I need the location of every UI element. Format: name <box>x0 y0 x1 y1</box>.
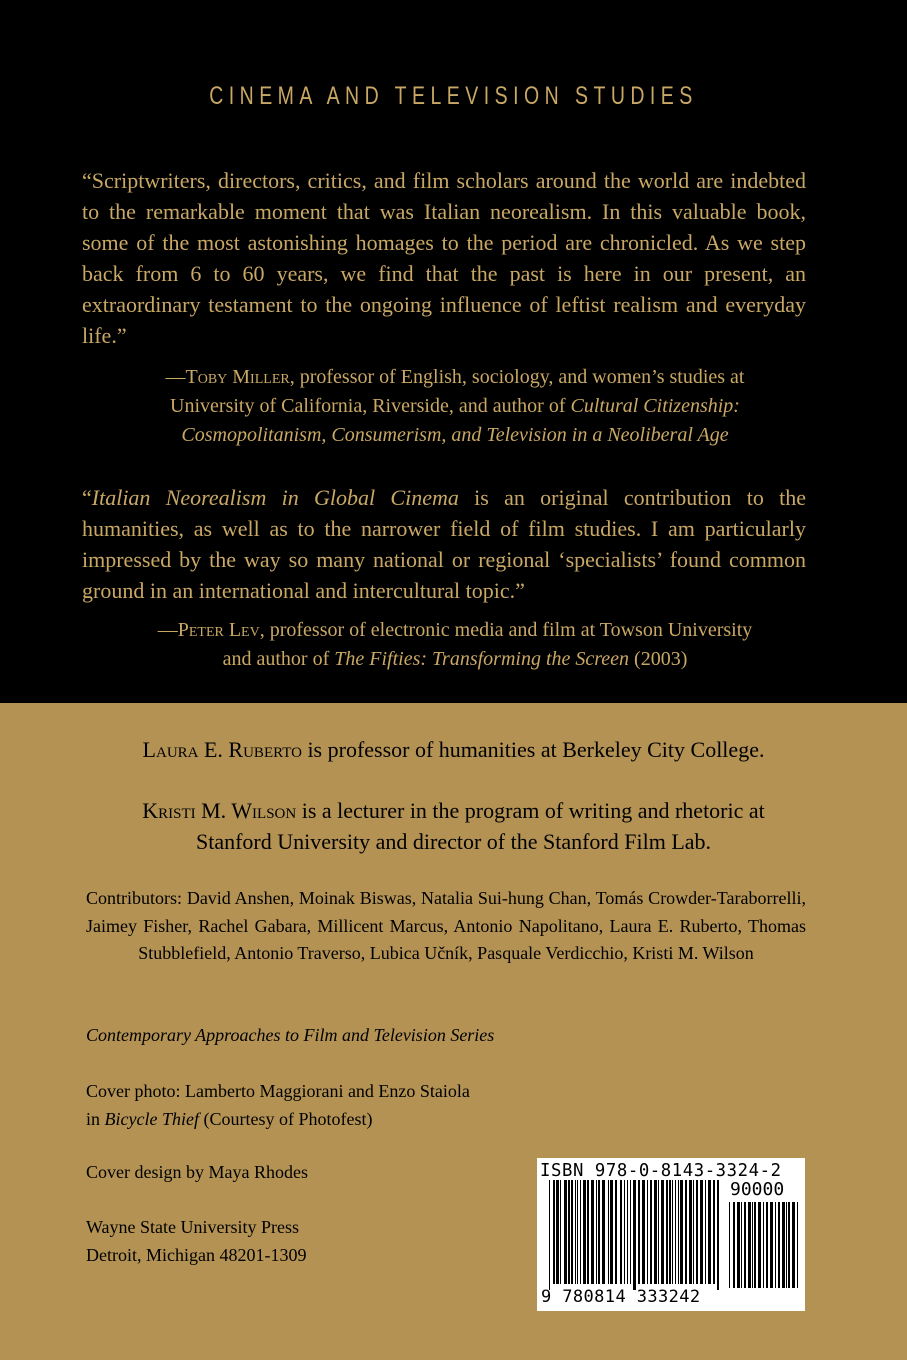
barcode-bar <box>737 1202 740 1288</box>
barcode-bar <box>620 1180 622 1284</box>
barcode-bar <box>564 1180 567 1284</box>
publisher-address: Detroit, Michigan 48201-1309 <box>86 1244 307 1265</box>
barcode-bar <box>661 1180 664 1284</box>
barcode-bar <box>577 1180 578 1284</box>
barcode-bar <box>580 1180 581 1284</box>
price-addon: 90000 <box>730 1179 785 1200</box>
barcode-bar <box>754 1202 756 1288</box>
barcode-bar <box>678 1180 679 1284</box>
blurb-quote-2: “Italian Neorealism in Global Cinema is an original contribution to the humanities, as well as to the narrower field of film studies. I am particularly impressed by the way so many national or regional ‘specialists’ found common ground in an international and intercultural topic.” <box>82 485 806 603</box>
isbn-barcode <box>537 1158 805 1311</box>
barcode-bar <box>638 1180 640 1284</box>
barcode-bar <box>763 1202 764 1288</box>
barcode-bar <box>693 1180 694 1284</box>
barcode-bar <box>741 1202 742 1288</box>
barcode-bar <box>627 1180 628 1284</box>
barcode-bar <box>733 1202 735 1288</box>
editor-bio-2: Kristi M. Wilson is a lecturer in the program of writing and rhetoric at Stanford University and director of the Stanford Film Lab. <box>142 798 765 854</box>
barcode-bar <box>583 1180 586 1284</box>
contributors-list: Contributors: David Anshen, Moinak Biswas, Natalia Sui-hung Chan, Tomás Crowder-Taraborrelli, Jaimey Fisher, Rachel Gabara, Millicent Marcus, Antonio Napolitano, Laura E. Ruberto, Thomas Stubblefield, Antonio Traverso, Lubica Učník, Pasquale Verdicchio, Kristi M. Wilson <box>86 888 806 963</box>
barcode-bar <box>766 1202 768 1288</box>
ean-number: 9 780814 333242 <box>541 1287 701 1307</box>
barcode-bar <box>675 1180 676 1284</box>
barcode-bar <box>630 1180 631 1284</box>
barcode-bar <box>650 1180 652 1284</box>
barcode-bar <box>591 1180 594 1284</box>
barcode-bar <box>568 1180 570 1284</box>
barcode-bar <box>775 1202 776 1288</box>
barcode-bar <box>797 1202 798 1288</box>
series-heading: CINEMA AND TELEVISION STUDIES <box>209 82 698 110</box>
blurb-quote-1: “Scriptwriters, directors, critics, and film scholars around the world are indebted to the remarkable moment that was Italian neorealism. In this valuable book, some of the most astonishing homages to the period are chronicled. As we step back from 6 to 60 years, we find that the past is here in our present, an extraordinary testament to the ongoing influence of leftist realism and everyday life.” <box>82 168 806 348</box>
barcode-bar <box>587 1180 589 1284</box>
barcode-bar <box>717 1180 719 1290</box>
barcode-bar <box>608 1180 609 1284</box>
barcode-bar <box>556 1180 559 1284</box>
barcode-bar <box>669 1180 671 1284</box>
barcode-bar <box>633 1180 636 1290</box>
barcode-bar <box>700 1180 703 1284</box>
barcode-bar <box>729 1202 730 1288</box>
editor-bio-1: Laura E. Ruberto is professor of humanities at Berkeley City College. <box>142 737 765 762</box>
book-title: Cultural Citizenship: <box>570 395 740 417</box>
barcode-bar <box>708 1180 711 1284</box>
barcode-bar <box>792 1202 795 1288</box>
barcode-bar <box>549 1180 550 1290</box>
editor-name: Kristi M. Wilson <box>142 798 297 823</box>
barcode-bar <box>553 1180 555 1284</box>
barcode-bar <box>624 1180 625 1284</box>
barcode-bar <box>571 1180 573 1284</box>
barcode-bar <box>575 1180 576 1284</box>
barcode-bar <box>642 1180 645 1284</box>
blurb-attribution-1: —Toby Miller, professor of English, sociology, and women’s studies at University of California, Riverside, and author of Cultural Citizenship: Cosmopolitanism, Consumerism, and Television in a Neoliberal Age <box>165 366 745 446</box>
reviewer-name: Toby Miller <box>185 366 290 388</box>
barcode-bar <box>788 1202 790 1288</box>
barcode-bar <box>615 1180 617 1284</box>
barcode-bar <box>672 1180 673 1284</box>
barcode-bar <box>560 1180 561 1284</box>
barcode-bar <box>782 1202 785 1288</box>
cover-photo-credit: Cover photo: Lamberto Maggiorani and Enzo Staiola in Bicycle Thief (Courtesy of Photofest) <box>86 1081 470 1129</box>
book-title-cont: Cosmopolitanism, Consumerism, and Television in a Neoliberal Age <box>181 424 729 446</box>
publisher-name: Wayne State University Press <box>86 1217 300 1237</box>
barcode-bar <box>778 1202 780 1288</box>
barcode-bar <box>610 1180 613 1284</box>
series-name: Contemporary Approaches to Film and Television Series <box>86 1025 495 1045</box>
barcode-bar <box>596 1180 597 1284</box>
barcode-bar <box>696 1180 698 1284</box>
barcode-bar <box>654 1180 657 1284</box>
barcode-bar <box>752 1202 753 1288</box>
barcode-bar <box>680 1180 683 1284</box>
barcode-bar <box>713 1180 715 1284</box>
barcode-bar <box>685 1180 687 1284</box>
barcode-bar <box>786 1202 787 1288</box>
reviewer-name: Peter Lev <box>177 619 260 641</box>
barcode-bar <box>758 1202 761 1288</box>
book-title: The Fifties: Transforming the Screen <box>334 648 630 670</box>
barcode-bar <box>647 1180 648 1284</box>
barcode-bar <box>689 1180 692 1284</box>
book-title: Italian Neorealism in Global Cinema <box>91 485 459 510</box>
barcode-bar <box>602 1180 605 1284</box>
publisher-info <box>86 1214 306 1269</box>
cover-design-credit: Cover design by Maya Rhodes <box>86 1162 308 1182</box>
isbn-number: ISBN 978-0-8143-3324-2 <box>540 1160 782 1181</box>
barcode-bar <box>666 1180 668 1284</box>
barcode-bar <box>598 1180 600 1284</box>
editor-name: Laura E. Ruberto <box>142 737 302 762</box>
barcode-bar <box>770 1202 773 1288</box>
barcode-bar <box>748 1202 751 1288</box>
barcode-bar <box>744 1202 746 1288</box>
blurb-attribution-2: —Peter Lev, professor of electronic media and film at Towson University and author of The Fifties: Transforming the Screen (2003) <box>157 619 753 670</box>
barcode-bar <box>658 1180 659 1284</box>
barcode-bar <box>705 1180 706 1284</box>
